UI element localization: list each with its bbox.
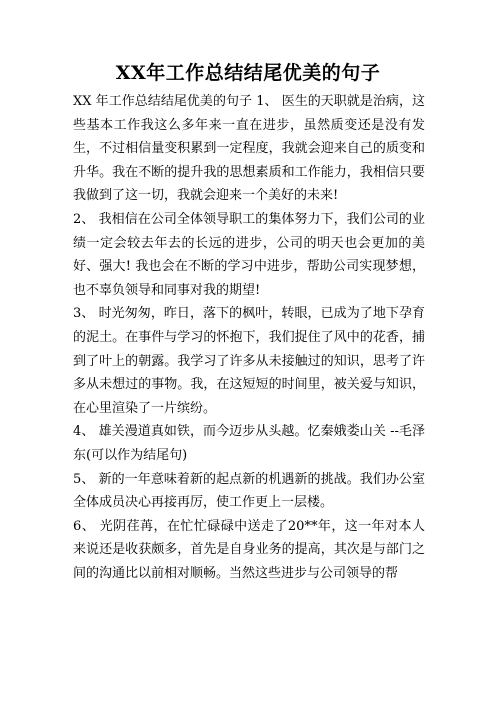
paragraph-4: 4、 雄关漫道真如铁，而今迈步从头越。忆秦娥娄山关 --毛泽东(可以作为结尾句) [73,424,425,463]
paragraph-5: 5、 新的一年意味着新的起点新的机遇新的挑战。我们办公室全体成员决心再接再厉，使工作更上一层楼。 [73,471,425,511]
paragraph-2: 2、 我相信在公司全体领导职工的集体努力下，我们公司的业绩一定会较去年去的长远的进步，公司的明天也会更加的美好、强大! 我也会在不断的学习中进步，帮助公司实现梦想，也不辜负领导和同事对我的期望! [73,211,425,298]
paragraph-6: 6、 光阴荏苒，在忙忙碌碌中送走了20**年，这一年对本人来说还是收获颇多，首先是自身业务的提高，其次是与部门之间的沟通比以前相对顺畅。当然这些进步与公司领导的帮 [73,518,425,581]
paragraph-3: 3、 时光匆匆，昨日，落下的枫叶，转眼，已成为了地下孕育的泥土。在事件与学习的怀抱下，我们捉住了风中的花香，捕到了叶上的朝露。我学习了许多从未接触过的知识，思考了许多从未想过的事物。我，在这短短的时间里，被关爱与知识，在心里渲染了一片缤纷。 [73,306,425,416]
paragraph-1: XX 年工作总结结尾优美的句子 1、 医生的天职就是治病，这些基本工作我这么多年来一直在进步，虽然质变还是没有发生，不过相信量变积累到一定程度，我就会迎来自己的质变和升华。我在不断的提升我的思想素质和工作能力，我相信只要我做到了这一切，我就会迎来一个美好的未来! [73,94,425,204]
document-title: XX年工作总结结尾优美的句子 [115,62,381,84]
document-body [73,90,425,585]
